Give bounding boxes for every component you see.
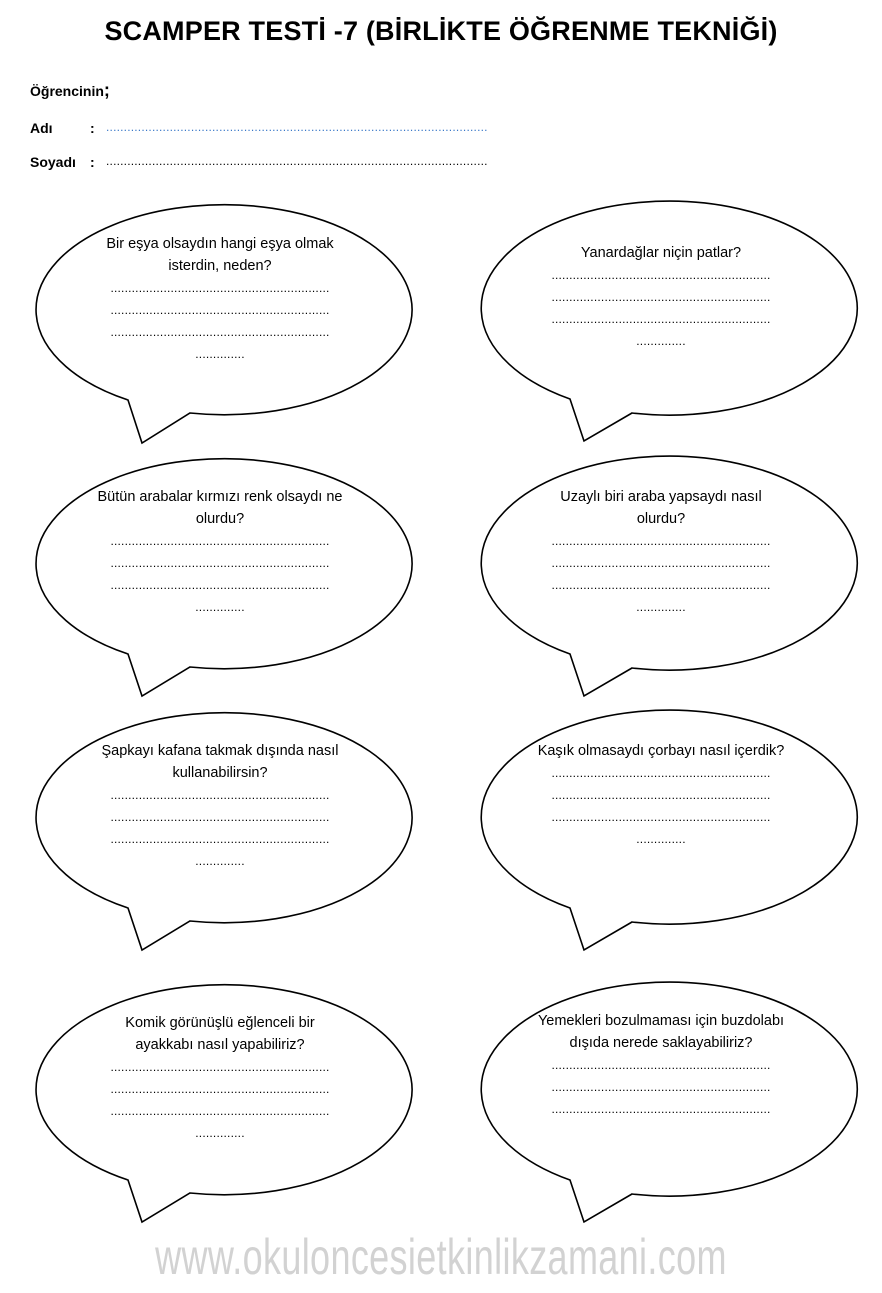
answer-line-short[interactable]: .............. (195, 347, 245, 361)
bubble-8 (536, 1010, 786, 1120)
answer-line[interactable]: .............................................................. (551, 810, 771, 824)
answer-line[interactable]: .............................................................. (551, 1058, 771, 1072)
answer-line-short[interactable]: .............. (195, 600, 245, 614)
bubble-6 (536, 740, 786, 850)
bubble-3 (95, 486, 345, 618)
answer-line-short[interactable]: .............. (195, 854, 245, 868)
answer-line[interactable]: .............................................................. (110, 578, 330, 592)
bubble-4 (536, 486, 786, 618)
answer-line-short[interactable]: .............. (636, 832, 686, 846)
student-heading-punct: ; (103, 80, 110, 100)
answer-line[interactable]: .............................................................. (110, 810, 330, 824)
bubble-1 (95, 233, 345, 365)
answer-line[interactable]: .............................................................. (110, 303, 330, 317)
bubble-7 (95, 1012, 345, 1144)
bubble-question: Bütün arabalar kırmızı renk olsaydı ne olurdu? (97, 489, 343, 527)
bubble-question: Kaşık olmasaydı çorbayı nasıl içerdik? (537, 743, 785, 759)
answer-line[interactable]: .............................................................. (551, 578, 771, 592)
answer-line[interactable]: .............................................................. (110, 788, 330, 802)
answer-line[interactable]: .............................................................. (110, 556, 330, 570)
name-colon: : (90, 120, 95, 136)
answer-line[interactable]: .............................................................. (551, 534, 771, 548)
answer-line[interactable]: .............................................................. (551, 268, 771, 282)
answer-line[interactable]: .............................................................. (551, 556, 771, 570)
answer-line[interactable]: .............................................................. (551, 766, 771, 780)
page-title: SCAMPER TESTİ -7 (BİRLİKTE ÖĞRENME TEKNİĞİ) (104, 16, 778, 46)
surname-field[interactable]: ............................................................................................................ (106, 154, 488, 168)
surname-label: Soyadı (30, 154, 76, 170)
answer-line[interactable]: .............................................................. (110, 1104, 330, 1118)
student-heading-label: Öğrencinin (30, 83, 104, 99)
name-label: Adı (30, 120, 53, 136)
bubble-question: Yanardağlar niçin patlar? (580, 245, 742, 261)
answer-line[interactable]: .............................................................. (551, 1102, 771, 1116)
answer-line[interactable]: .............................................................. (110, 832, 330, 846)
bubble-question: Yemekleri bozulmaması için buzdolabı dışıda nerede saklayabiliriz? (537, 1013, 785, 1051)
bubble-5 (95, 740, 345, 872)
answer-line[interactable]: .............................................................. (551, 290, 771, 304)
answer-line[interactable]: .............................................................. (551, 788, 771, 802)
answer-line[interactable]: .............................................................. (110, 534, 330, 548)
bubble-question: Komik görünüşlü eğlenceli bir ayakkabı nasıl yapabiliriz? (125, 1015, 315, 1053)
answer-line-short[interactable]: .............. (636, 600, 686, 614)
bubble-question: Uzaylı biri araba yapsaydı nasıl olurdu? (560, 489, 762, 527)
answer-line[interactable]: .............................................................. (551, 312, 771, 326)
bubble-2 (536, 242, 786, 352)
answer-line-short[interactable]: .............. (636, 334, 686, 348)
name-field[interactable]: ............................................................................................................ (106, 120, 488, 134)
bubble-question: Şapkayı kafana takmak dışında nasıl kullanabilirsin? (101, 743, 339, 781)
watermark: www.okuloncesietkinlikzamani.com (155, 1229, 727, 1285)
answer-line[interactable]: .............................................................. (110, 1060, 330, 1074)
surname-colon: : (90, 154, 95, 170)
bubble-question: Bir eşya olsaydın hangi eşya olmak isterdin, neden? (106, 236, 334, 274)
answer-line[interactable]: .............................................................. (110, 281, 330, 295)
answer-line[interactable]: .............................................................. (110, 1082, 330, 1096)
answer-line[interactable]: .............................................................. (110, 325, 330, 339)
answer-line-short[interactable]: .............. (195, 1126, 245, 1140)
answer-line[interactable]: .............................................................. (551, 1080, 771, 1094)
